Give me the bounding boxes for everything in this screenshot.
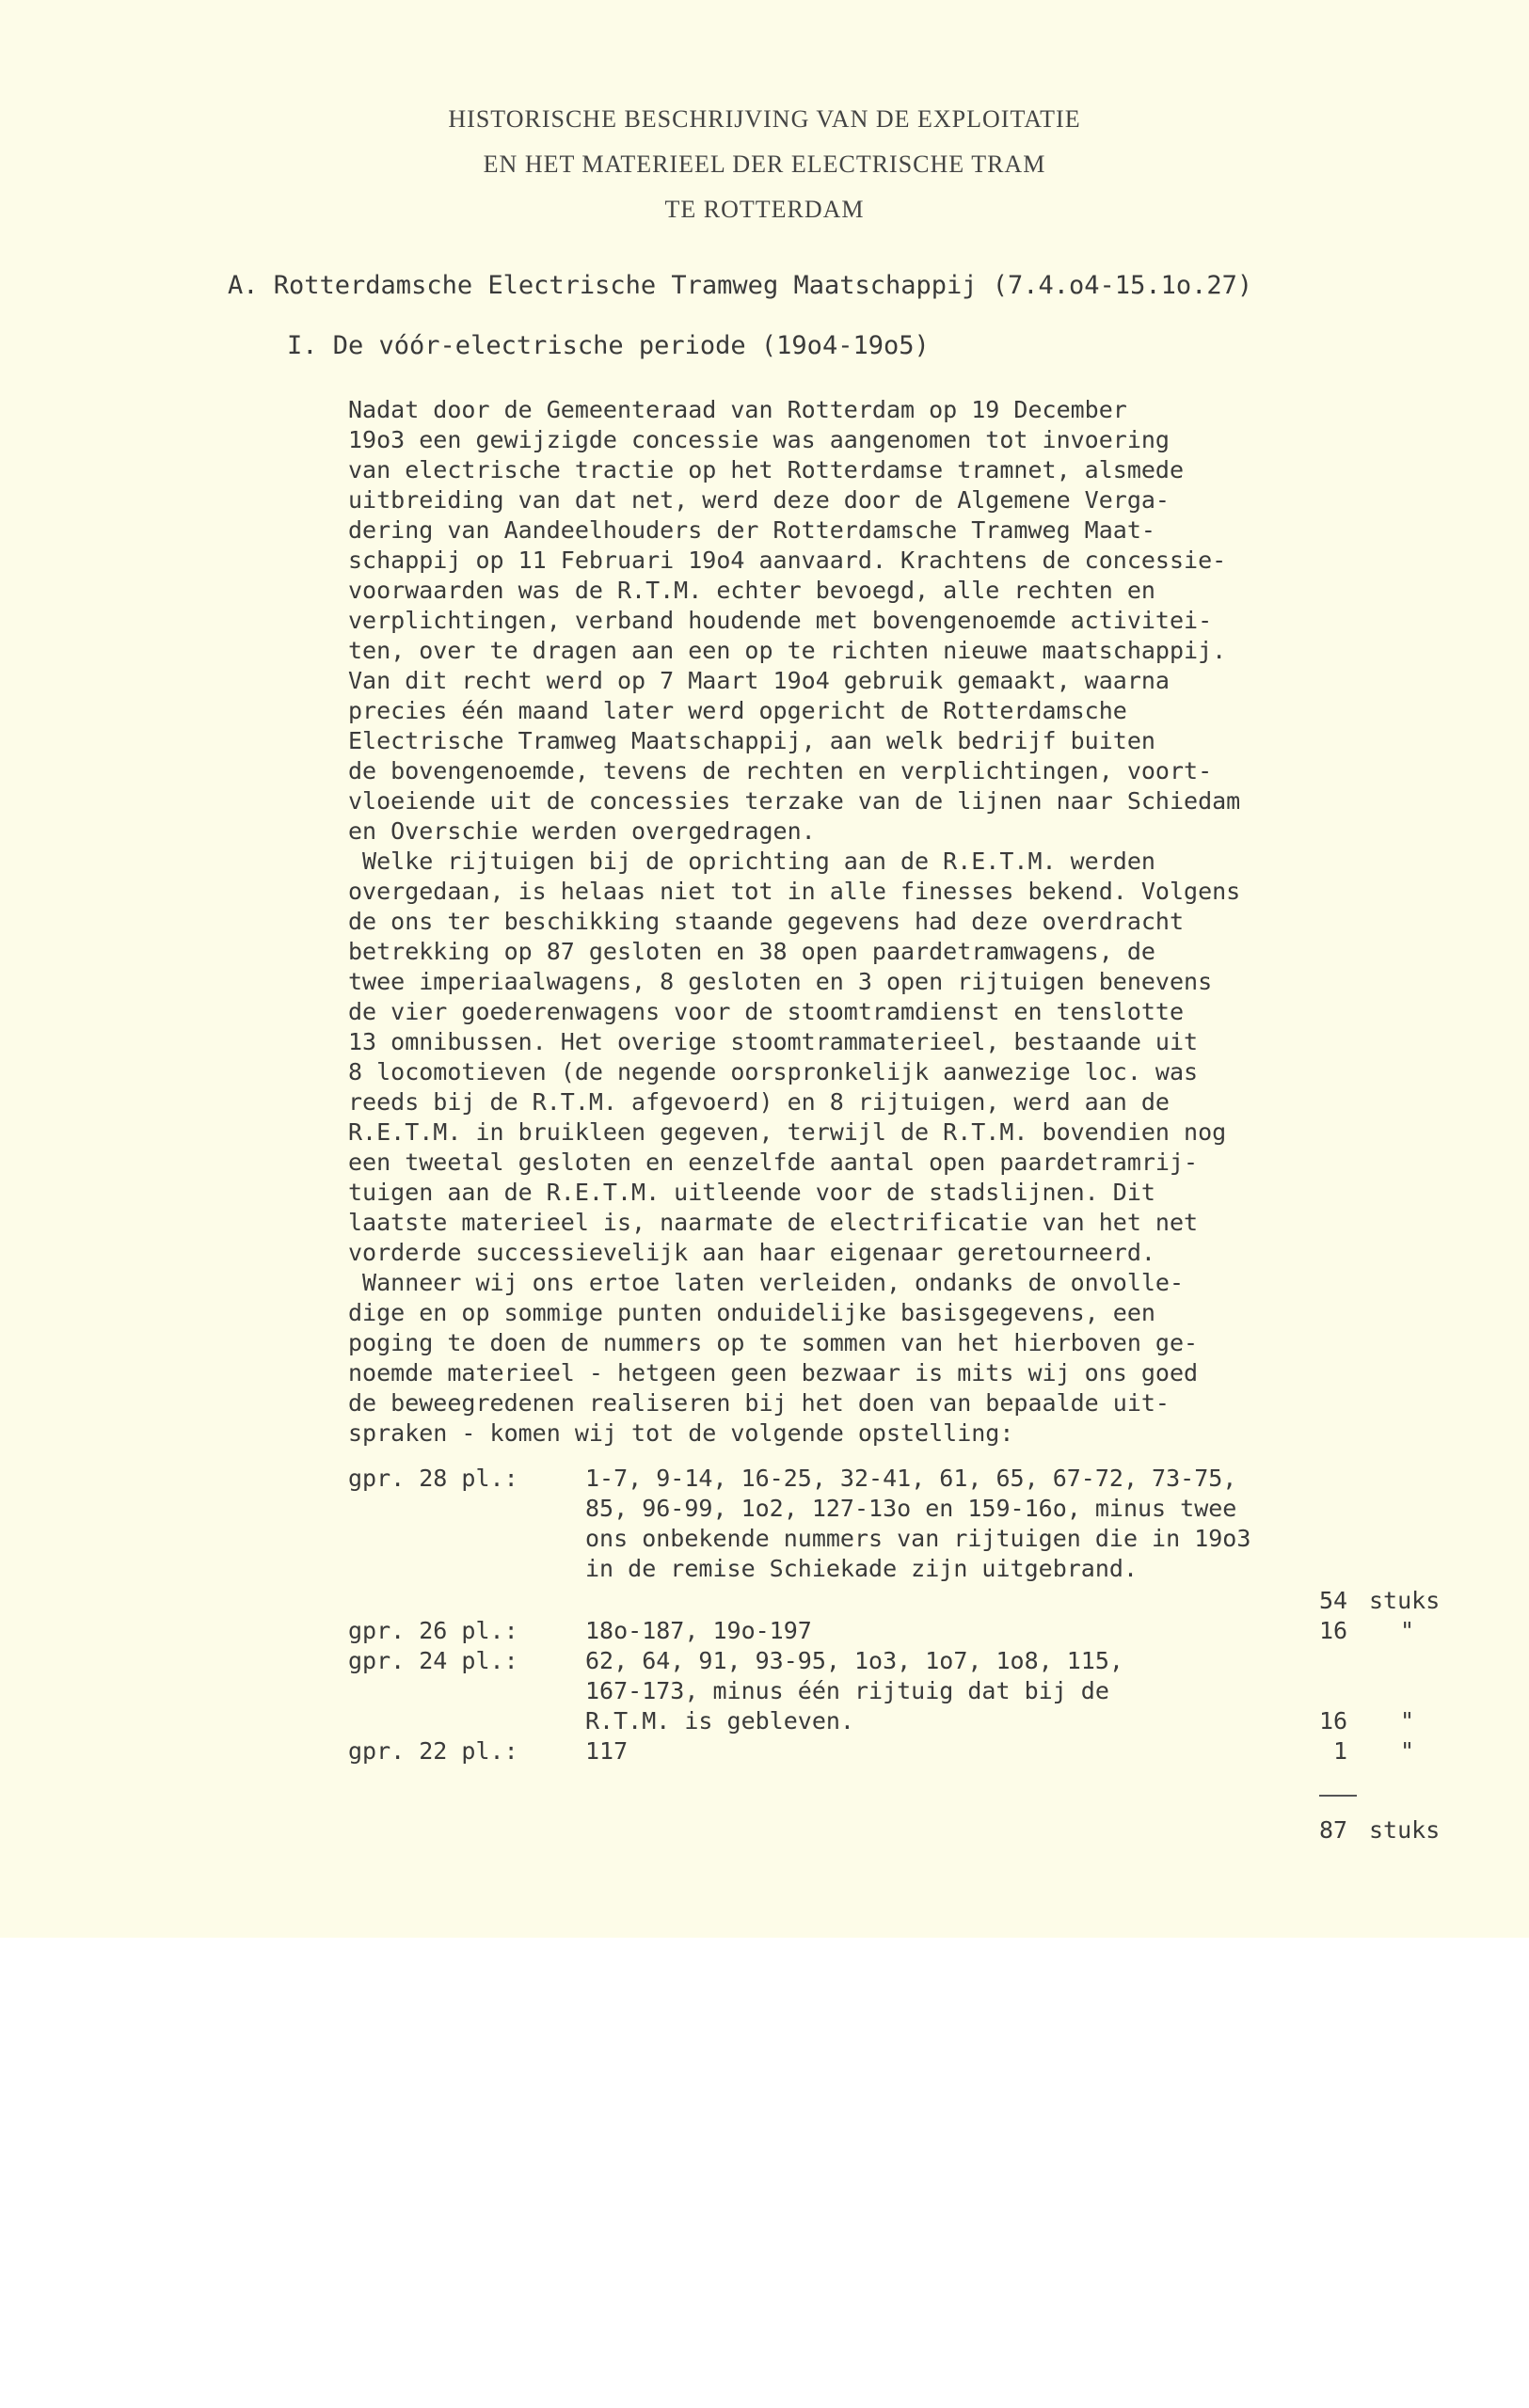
body-line: Van dit recht werd op 7 Maart 19o4 gebruik gemaakt, waarna	[348, 667, 1170, 694]
total-count: 87	[1319, 1816, 1348, 1844]
body-line: tuigen aan de R.E.T.M. uitleende voor de stadslijnen. Dit	[348, 1179, 1155, 1206]
body-line: van electrische tractie op het Rotterdamse tramnet, alsmede	[348, 456, 1185, 483]
body-line: dige en op sommige punten onduidelijke basisgegevens, een	[348, 1299, 1155, 1326]
section-heading-a: A. Rotterdamsche Electrische Tramweg Maatschappij (7.4.o4-15.1o.27)	[228, 271, 1253, 300]
table-cell: R.T.M. is gebleven.	[585, 1707, 854, 1735]
body-line: de vier goederenwagens voor de stoomtramdienst en tenslotte	[348, 998, 1185, 1025]
body-line: de beweegredenen realiseren bij het doen van bepaalde uit-	[348, 1389, 1170, 1417]
table-cell: 62, 64, 91, 93-95, 1o3, 1o7, 1o8, 115,	[585, 1647, 1123, 1674]
body-line: 13 omnibussen. Het overige stoomtrammaterieel, bestaande uit	[348, 1028, 1199, 1055]
body-line: Wanneer wij ons ertoe laten verleiden, ondanks de onvolle-	[348, 1269, 1185, 1296]
table-label: gpr. 24 pl.:	[348, 1647, 518, 1674]
body-line: noemde materieel - hetgeen geen bezwaar is mits wij ons goed	[348, 1359, 1199, 1386]
table-cell: 167-173, minus één rijtuig dat bij de	[585, 1677, 1109, 1704]
body-line: Welke rijtuigen bij de oprichting aan de R.E.T.M. werden	[348, 848, 1155, 875]
section-heading-i: I. De vóór-electrische periode (19o4-19o5)	[287, 331, 930, 360]
body-line: en Overschie werden overgedragen.	[348, 817, 816, 845]
table-unit: stuks	[1369, 1587, 1441, 1614]
table-count: 16	[1319, 1707, 1348, 1735]
body-line: vloeiende uit de concessies terzake van de lijnen naar Schiedam	[348, 787, 1241, 815]
title-line-3: TE ROTTERDAM	[664, 196, 865, 223]
body-line: dering van Aandeelhouders der Rotterdamsche Tramweg Maat-	[348, 516, 1155, 544]
body-line: Nadat door de Gemeenteraad van Rotterdam op 19 December	[348, 396, 1127, 423]
body-line: twee imperiaalwagens, 8 gesloten en 3 open rijtuigen benevens	[348, 968, 1213, 995]
table-count: 54	[1319, 1587, 1348, 1614]
body-line: betrekking op 87 gesloten en 38 open paardetramwagens, de	[348, 938, 1155, 965]
body-line: een tweetal gesloten en eenzelfde aantal open paardetramrij-	[348, 1149, 1199, 1176]
body-line: schappij op 11 Februari 19o4 aanvaard. Krachtens de concessie-	[348, 547, 1227, 574]
body-line: verplichtingen, verband houdende met bovengenoemde activitei-	[348, 607, 1213, 634]
table-cell: ons onbekende nummers van rijtuigen die in 19o3	[585, 1525, 1251, 1552]
table-label: gpr. 28 pl.:	[348, 1465, 518, 1492]
body-line: overgedaan, is helaas niet tot in alle finesses bekend. Volgens	[348, 878, 1241, 905]
body-line: R.E.T.M. in bruikleen gegeven, terwijl de R.T.M. bovendien nog	[348, 1118, 1227, 1146]
body-line: reeds bij de R.T.M. afgevoerd) en 8 rijtuigen, werd aan de	[348, 1088, 1170, 1116]
body-line: poging te doen de nummers op te sommen van het hierboven ge-	[348, 1329, 1199, 1356]
body-line: Electrische Tramweg Maatschappij, aan welk bedrijf buiten	[348, 727, 1155, 754]
table-cell: 18o-187, 19o-197	[585, 1617, 812, 1644]
table-unit: "	[1400, 1617, 1415, 1644]
body-line: spraken - komen wij tot de volgende opstelling:	[348, 1419, 1014, 1447]
table-count: 1	[1333, 1737, 1348, 1765]
body-line: precies één maand later werd opgericht de Rotterdamsche	[348, 697, 1127, 724]
table-unit: "	[1400, 1707, 1415, 1735]
body-line: ten, over te dragen aan een op te richten nieuwe maatschappij.	[348, 637, 1227, 664]
body-line: de ons ter beschikking staande gegevens had deze overdracht	[348, 908, 1185, 935]
body-line: 8 locomotieven (de negende oorspronkelijk aanwezige loc. was	[348, 1058, 1199, 1085]
table-cell: 117	[585, 1737, 629, 1765]
table-cell: in de remise Schiekade zijn uitgebrand.	[585, 1555, 1138, 1582]
table-cell: 85, 96-99, 1o2, 127-13o en 159-16o, minus twee	[585, 1495, 1237, 1522]
body-line: 19o3 een gewijzigde concessie was aangenomen tot invoering	[348, 426, 1170, 453]
total-unit: stuks	[1369, 1816, 1441, 1844]
title-line-2: EN HET MATERIEEL DER ELECTRISCHE TRAM	[483, 150, 1046, 178]
sum-rule	[1319, 1795, 1357, 1797]
body-line: laatste materieel is, naarmate de electrificatie van het net	[348, 1209, 1199, 1236]
title-line-1: HISTORISCHE BESCHRIJVING VAN DE EXPLOITATIE	[448, 105, 1081, 133]
body-line: voorwaarden was de R.T.M. echter bevoegd, alle rechten en	[348, 577, 1155, 604]
table-label: gpr. 26 pl.:	[348, 1617, 518, 1644]
table-unit: "	[1400, 1737, 1415, 1765]
body-line: uitbreiding van dat net, werd deze door de Algemene Verga-	[348, 486, 1170, 514]
table-label: gpr. 22 pl.:	[348, 1737, 518, 1765]
body-line: vorderde successievelijk aan haar eigenaar geretourneerd.	[348, 1239, 1155, 1266]
body-line: de bovengenoemde, tevens de rechten en verplichtingen, voort-	[348, 757, 1213, 784]
table-cell: 1-7, 9-14, 16-25, 32-41, 61, 65, 67-72, 73-75,	[585, 1465, 1237, 1492]
table-count: 16	[1319, 1617, 1348, 1644]
